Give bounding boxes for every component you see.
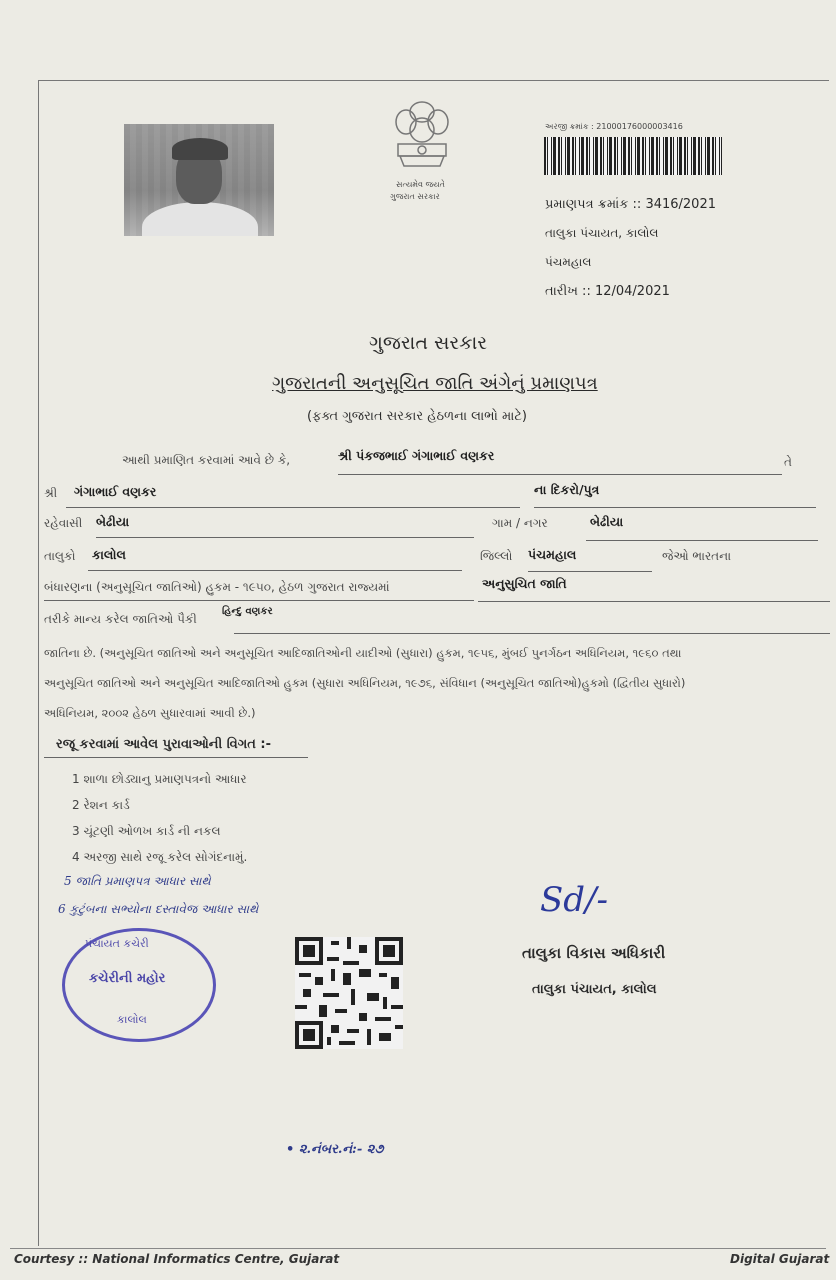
resident-underline: [96, 537, 474, 538]
evidence-heading: રજૂ કરવામાં આવેલ પુરાવાઓની વિગત :-: [56, 737, 271, 752]
district-name: પંચમહાલ: [545, 255, 592, 269]
son-of-text: ના દિકરો/પુત્ર: [534, 482, 600, 497]
certificate-number: પ્રમાણપત્ર ક્રમાંક :: 3416/2021: [545, 197, 716, 212]
resident-value: બેઢીયા: [96, 514, 130, 529]
certificate-title: ગુજરાતની અનુસૂચિત જાતિ અંગેનું પ્રમાણપત્ર: [272, 373, 598, 394]
government-title: ગુજરાત સરકાર: [369, 332, 488, 354]
father-underline: [66, 507, 520, 508]
barcode: [544, 137, 722, 175]
qr-code: [295, 937, 403, 1049]
footer-brand: Digital Gujarat: [730, 1252, 830, 1266]
officer-signature: Sd/-: [540, 880, 608, 920]
footer-divider: [10, 1248, 826, 1249]
name-underline: [338, 474, 782, 475]
issue-date: તારીખ :: 12/04/2021: [545, 284, 670, 299]
evidence-item-1: 1 શાળા છોડ્યાનુ પ્રમાણપત્રનો આધાર: [72, 772, 247, 786]
son-of-underline: [534, 507, 816, 508]
officer-office: તાલુકા પંચાયત, કાલોલ: [532, 982, 657, 997]
recognized-text: તરીકે માન્ય કરેલ જાતિઓ પૈકી: [44, 612, 197, 626]
te-text: તે: [784, 455, 792, 469]
district-value: પંચમહાલ: [528, 547, 577, 562]
stamp-bottom-text: કાલોલ: [117, 1013, 147, 1026]
evidence-item-2: 2 રેશન કાર્ડ: [72, 798, 130, 812]
stamp-top-text: પંચાયત કચેરી: [85, 937, 149, 950]
office-stamp: [62, 928, 216, 1042]
applicant-name: શ્રી પંકજભાઈ ગંગાભાઈ વણકર: [338, 448, 495, 463]
taluka-value: કાલોલ: [92, 547, 126, 562]
evidence-item-3: 3 ચૂંટણી ઓળખ કાર્ડ ની નકલ: [72, 824, 221, 838]
category-value: અનુસુચિત જાતિ: [482, 576, 567, 591]
footer-courtesy: Courtesy :: National Informatics Centre, Gujarat: [14, 1252, 340, 1266]
caste-value: હિન્દુ વણકર: [222, 606, 273, 617]
village-label: ગામ / નગર: [492, 516, 548, 530]
of-india-text: જેઓ ભારતના: [662, 549, 732, 563]
village-value: બેઢીયા: [590, 514, 624, 529]
district-underline: [528, 571, 652, 572]
evidence-underline: [44, 757, 308, 758]
father-name: ગંગાભાઈ વણકર: [74, 484, 157, 499]
legal-paragraph-line3: અધિનિયમ, ૨૦૦૨ હેઠળ સુધારવામાં આવી છે.): [44, 706, 256, 720]
stamp-middle-text: કચેરીની મહોર: [89, 971, 166, 986]
ashoka-emblem-icon: [386, 96, 458, 192]
evidence-item-6: 6 કુટુંબના સભ્યોના દસ્તાવેજ આધાર સાથે: [58, 902, 259, 916]
evidence-item-4: 4 અરજી સાથે રજૂ કરેલ સોગંદનામું.: [72, 850, 248, 864]
application-number: અરજી ક્રમાંક : 21000176000003416: [545, 122, 683, 131]
certificate-border: [38, 80, 829, 1246]
legal-paragraph-line1: જાતિના છે. (અનુસૂચિત જાતિઓ અને અનુસૂચિત આદિજાતિઓની યાદીઓ (સુધારા) હુકમ, ૧૯૫૬, મુંબઈ પુનર્ગઠન અધિનિયમ, ૧૯૬૦ તથા: [44, 646, 682, 660]
officer-designation: તાલુકા વિકાસ અધિકારી: [522, 944, 666, 962]
constitution-text: બંધારણના (અનુસૂચિત જાતિઓ) હુકમ - ૧૯૫૦, હેઠળ ગુજરાત રાજ્યમાં: [44, 580, 390, 594]
certificate-subtitle: (ફક્ત ગુજરાત સરકાર હેઠળના લાભો માટે): [307, 409, 527, 424]
taluka-label: તાલુકો: [44, 549, 76, 563]
emblem-motto: સત્યમેવ જયતે: [396, 180, 445, 189]
category-underline: [478, 601, 830, 602]
office-name: તાલુકા પંચાયત, કાલોલ: [545, 226, 659, 240]
inward-number: • ૨.નંબર.નં:- ૨૭: [286, 1142, 384, 1157]
certify-text: આથી પ્રમાણિત કરવામાં આવે છે કે,: [122, 453, 291, 467]
village-underline: [586, 540, 818, 541]
constitution-underline: [44, 600, 474, 601]
shri-label: શ્રી: [44, 486, 58, 500]
caste-underline: [234, 633, 830, 634]
applicant-photo: [124, 124, 274, 236]
resident-label: રહેવાસી: [44, 516, 83, 530]
legal-paragraph-line2: અનુસૂચિત જાતિઓ અને અનુસૂચિત આદિજાતિઓ હુકમ (સુધારા અધિનિયમ, ૧૯૭૬, સંવિધાન (અનુસૂચિત જાતિઓ)હુકમો (દ્વિતીય સુધારો): [44, 676, 686, 690]
evidence-item-5: 5 જાતિ પ્રમાણપત્ર આધાર સાથે: [64, 874, 211, 888]
emblem-caption: ગુજરાત સરકાર: [390, 192, 440, 201]
taluka-underline: [88, 570, 462, 571]
district-label: જિલ્લો: [480, 549, 513, 563]
